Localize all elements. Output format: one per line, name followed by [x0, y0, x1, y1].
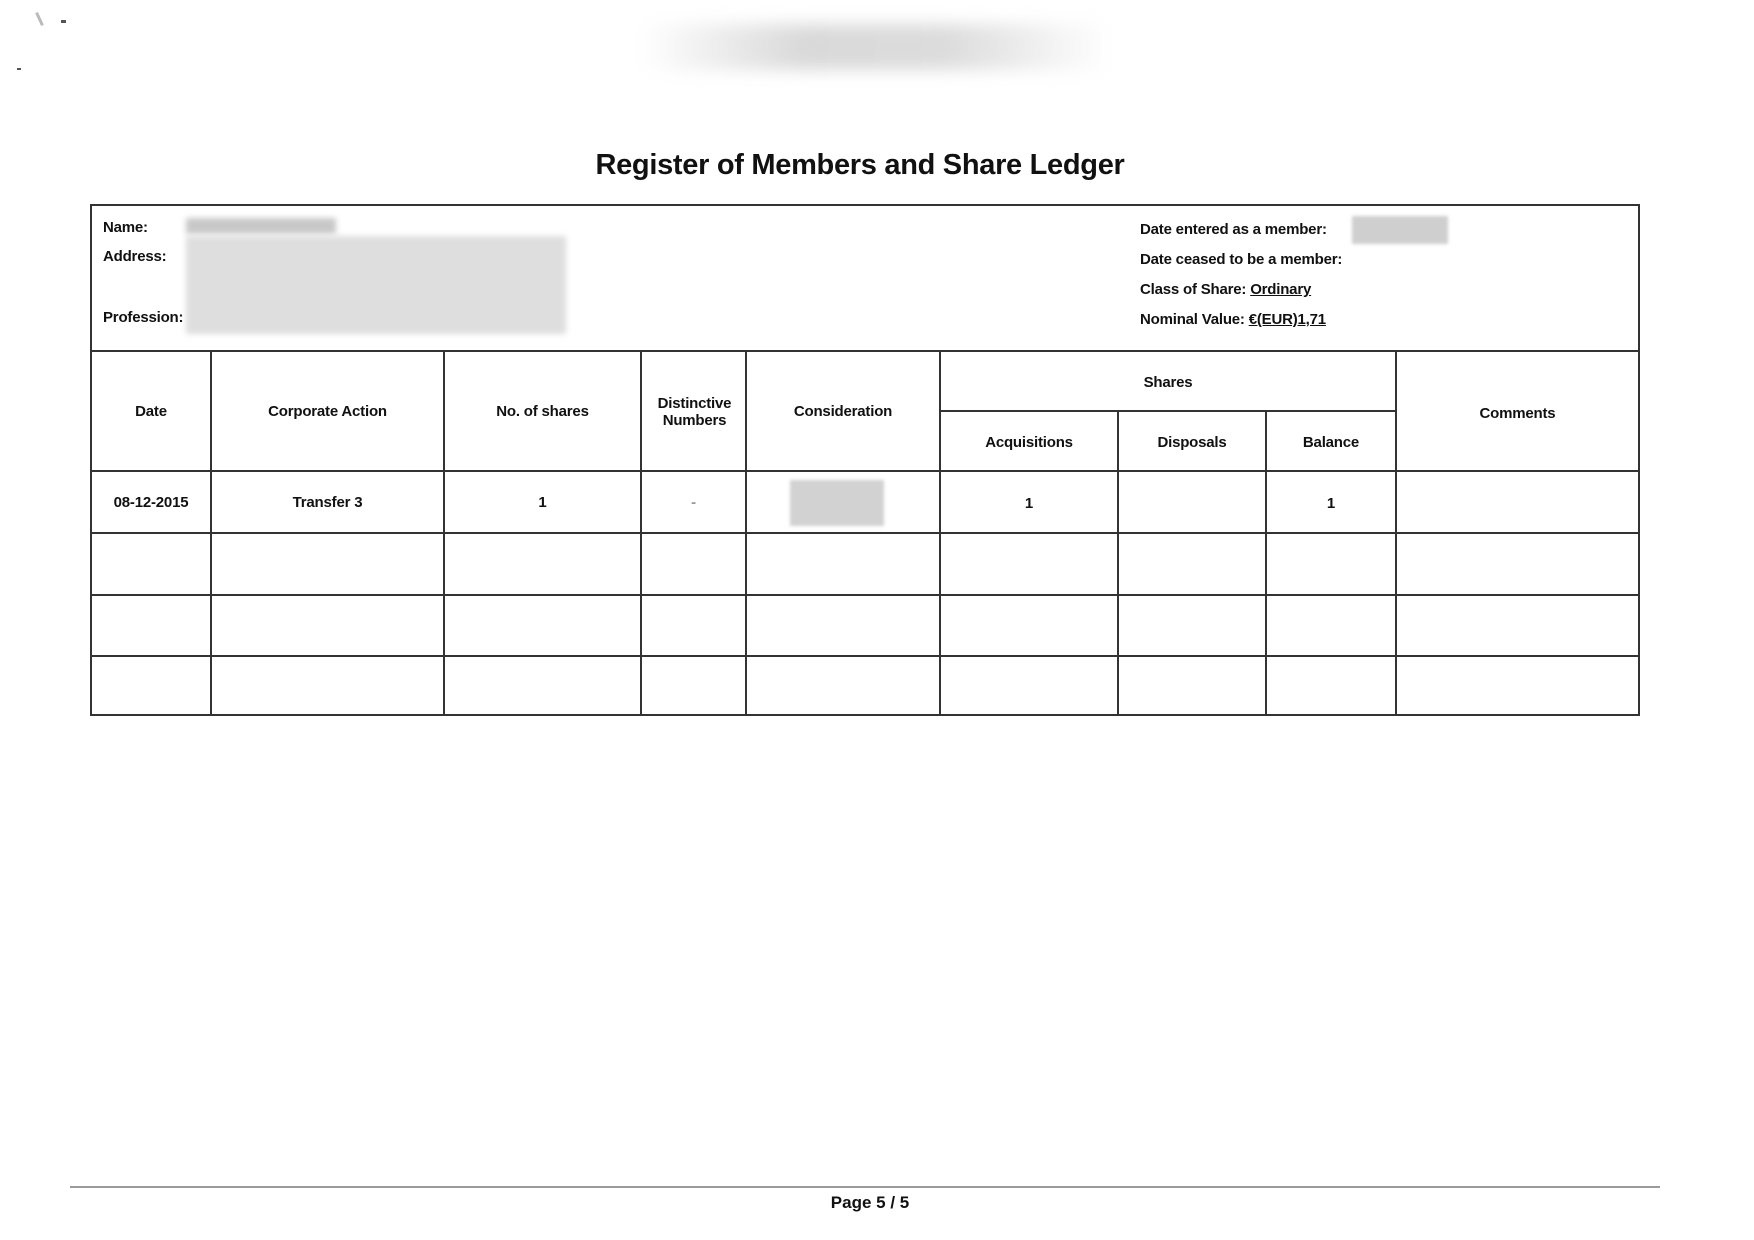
redacted-address [186, 236, 566, 334]
name-label: Name: [103, 219, 148, 236]
row-divider [90, 655, 1640, 657]
redacted-consideration [790, 480, 884, 526]
header-distinctive-numbers: Distinctive Numbers [657, 395, 732, 429]
redacted-name [186, 218, 336, 234]
column-divider [640, 350, 642, 716]
header-acquisitions: Acquisitions [985, 434, 1073, 451]
header-balance: Balance [1302, 434, 1360, 451]
scan-speck [61, 20, 66, 23]
class-of-share [1140, 281, 1311, 298]
page-title: Register of Members and Share Ledger [595, 149, 1125, 182]
header-disposals: Disposals [1157, 434, 1227, 451]
header-bottom-border [90, 470, 1640, 472]
header-corporate-action: Corporate Action [268, 403, 387, 420]
address-label: Address: [103, 248, 167, 265]
redacted-letterhead [640, 24, 1110, 70]
header-consideration: Consideration [793, 403, 893, 420]
footer-divider [70, 1186, 1660, 1188]
column-divider [1117, 410, 1119, 716]
table-cell-balance: 1 [1326, 495, 1336, 512]
shares-subheader-line [940, 410, 1396, 412]
table-cell-date: 08-12-2015 [113, 494, 189, 511]
class-label: Class of Share: [1140, 281, 1247, 298]
date-entered-label: Date entered as a member: [1140, 221, 1327, 238]
table-top-border [90, 350, 1640, 352]
header-comments: Comments [1479, 405, 1556, 422]
column-divider [1265, 410, 1267, 716]
profession-label: Profession: [103, 309, 184, 326]
row-divider [90, 594, 1640, 596]
scan-speck [35, 12, 44, 26]
table-cell-distinctive-numbers: - [691, 494, 696, 511]
date-ceased-label: Date ceased to be a member: [1140, 251, 1343, 268]
redacted-date-entered [1352, 216, 1448, 244]
table-cell-corporate-action: Transfer 3 [292, 494, 363, 511]
column-divider [939, 350, 941, 716]
table-cell-acquisitions: 1 [1024, 495, 1034, 512]
scan-speck [17, 68, 21, 70]
header-date: Date [135, 403, 167, 420]
table-cell-no-of-shares: 1 [538, 494, 547, 511]
nominal-value [1140, 311, 1326, 328]
nominal-label: Nominal Value: [1140, 311, 1245, 328]
page-number: Page 5 / 5 [830, 1193, 910, 1212]
header-no-of-shares: No. of shares [496, 403, 589, 420]
header-shares-group: Shares [1143, 374, 1193, 391]
row-divider [90, 532, 1640, 534]
class-value: Ordinary [1250, 281, 1312, 298]
nominal-value-text: €(EUR)1,71 [1248, 311, 1326, 328]
